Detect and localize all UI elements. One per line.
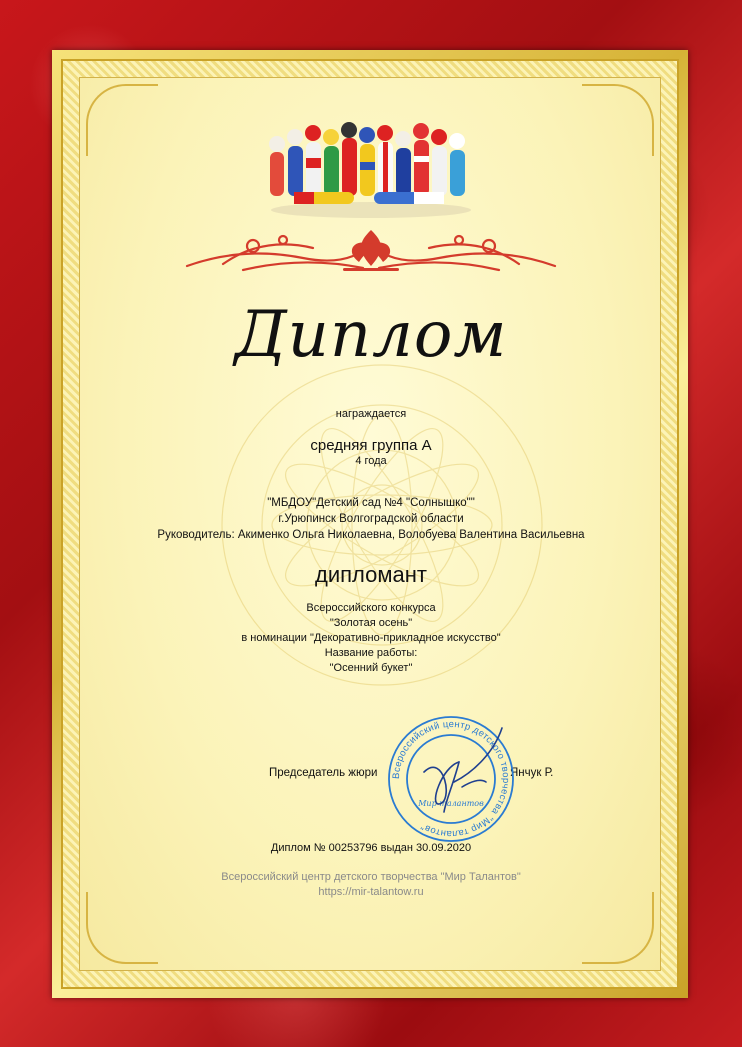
status-title: дипломант xyxy=(315,562,427,587)
diploma-title: Диплом xyxy=(234,298,508,372)
work-label: Название работы: xyxy=(324,647,418,659)
mandala-watermark xyxy=(182,355,582,695)
jury-chair-name: Янчук Р. xyxy=(510,767,554,779)
corner-ornament xyxy=(582,892,654,964)
nomination: в номинации "Декоративно-прикладное искусство" xyxy=(241,632,501,644)
supervisor: Руководитель: Акименко Ольга Николаевна, Волобуева Валентина Васильевна xyxy=(157,529,585,541)
issuer-website[interactable]: https://mir-talantow.ru xyxy=(318,886,424,898)
contest-line: Всероссийского конкурса xyxy=(306,602,436,614)
red-flourish-ornament xyxy=(183,226,559,278)
svg-text:Мир талантов: Мир талантов xyxy=(418,799,484,808)
seal-stamp xyxy=(384,712,518,846)
work-name: "Осенний букет" xyxy=(329,662,413,674)
recipient-age: 4 года xyxy=(355,455,387,467)
city: г.Урюпинск Волгоградской области xyxy=(278,513,464,525)
corner-ornament xyxy=(86,892,158,964)
svg-text:Всероссийский центр детского т: Всероссийский центр детского творчества "Мир талантов" xyxy=(390,718,512,840)
corner-ornament xyxy=(582,84,654,156)
corner-ornament xyxy=(86,84,158,156)
organization: "МБДОУ"Детский сад №4 "Солнышко"" xyxy=(267,497,475,509)
awarded-label: награждается xyxy=(335,408,407,420)
jury-chair-label: Председатель жюри xyxy=(269,767,378,779)
recipient-name: средняя группа А xyxy=(310,437,432,454)
diploma-number: Диплом № 00253796 выдан 30.09.2020 xyxy=(270,842,472,854)
issuer-name: Всероссийский центр детского творчества "Мир Талантов" xyxy=(221,871,521,883)
people-illustration xyxy=(264,122,478,218)
contest-name: "Золотая осень" xyxy=(329,617,413,629)
